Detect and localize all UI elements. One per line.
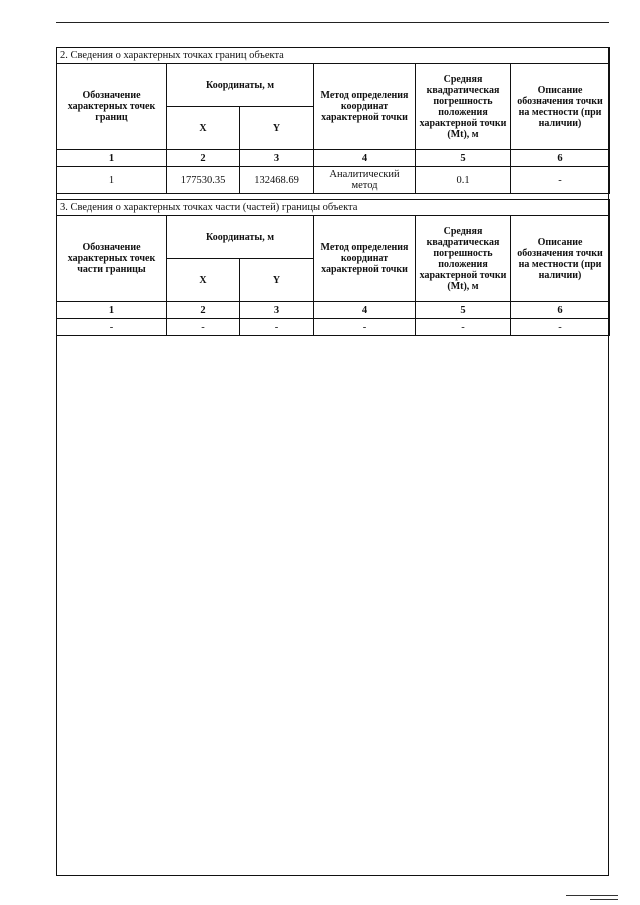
cell-accuracy: 0.1 xyxy=(416,167,511,194)
column-number: 2 xyxy=(167,150,240,167)
boundary-points-table xyxy=(56,47,610,194)
header-designation: Обозначение характерных точек части границы xyxy=(57,216,167,302)
part-boundary-points-table xyxy=(56,199,610,336)
column-number: 6 xyxy=(511,302,610,319)
cell-description: - xyxy=(511,319,610,336)
column-numbers-row xyxy=(57,302,610,319)
column-number: 5 xyxy=(416,302,511,319)
header-description: Описание обозначения точки на местности (при наличии) xyxy=(511,64,610,150)
header-coordinates: Координаты, м xyxy=(167,64,314,107)
cell-x: - xyxy=(167,319,240,336)
cell-designation: 1 xyxy=(57,167,167,194)
cell-y: - xyxy=(240,319,314,336)
section-title: 3. Сведения о характерных точках части (частей) границы объекта xyxy=(57,200,610,216)
cell-method: - xyxy=(314,319,416,336)
header-x: X xyxy=(167,107,240,150)
header-description: Описание обозначения точки на местности (при наличии) xyxy=(511,216,610,302)
header-method: Метод определения координат характерной точки xyxy=(314,216,416,302)
cell-method: Аналитический метод xyxy=(314,167,416,194)
cell-description: - xyxy=(511,167,610,194)
header-y: Y xyxy=(240,107,314,150)
header-coordinates: Координаты, м xyxy=(167,216,314,259)
header-accuracy: Средняя квадратическая погрешность положения характерной точки (Mt), м xyxy=(416,64,511,150)
column-number: 2 xyxy=(167,302,240,319)
footer-rule xyxy=(566,895,618,896)
column-number: 3 xyxy=(240,302,314,319)
column-number: 1 xyxy=(57,302,167,319)
footer-rule xyxy=(590,899,618,900)
cell-y: 132468.69 xyxy=(240,167,314,194)
column-number: 5 xyxy=(416,150,511,167)
table-row xyxy=(57,167,610,194)
column-number: 6 xyxy=(511,150,610,167)
header-method: Метод определения координат характерной точки xyxy=(314,64,416,150)
cell-accuracy: - xyxy=(416,319,511,336)
top-rule xyxy=(56,22,609,23)
header-x: X xyxy=(167,259,240,302)
column-number: 4 xyxy=(314,302,416,319)
section-title: 2. Сведения о характерных точках границ объекта xyxy=(57,48,610,64)
column-number: 3 xyxy=(240,150,314,167)
cell-designation: - xyxy=(57,319,167,336)
header-y: Y xyxy=(240,259,314,302)
header-accuracy: Средняя квадратическая погрешность положения характерной точки (Mt), м xyxy=(416,216,511,302)
column-numbers-row xyxy=(57,150,610,167)
table-row xyxy=(57,319,610,336)
column-number: 1 xyxy=(57,150,167,167)
cell-x: 177530.35 xyxy=(167,167,240,194)
header-designation: Обозначение характерных точек границ xyxy=(57,64,167,150)
column-number: 4 xyxy=(314,150,416,167)
